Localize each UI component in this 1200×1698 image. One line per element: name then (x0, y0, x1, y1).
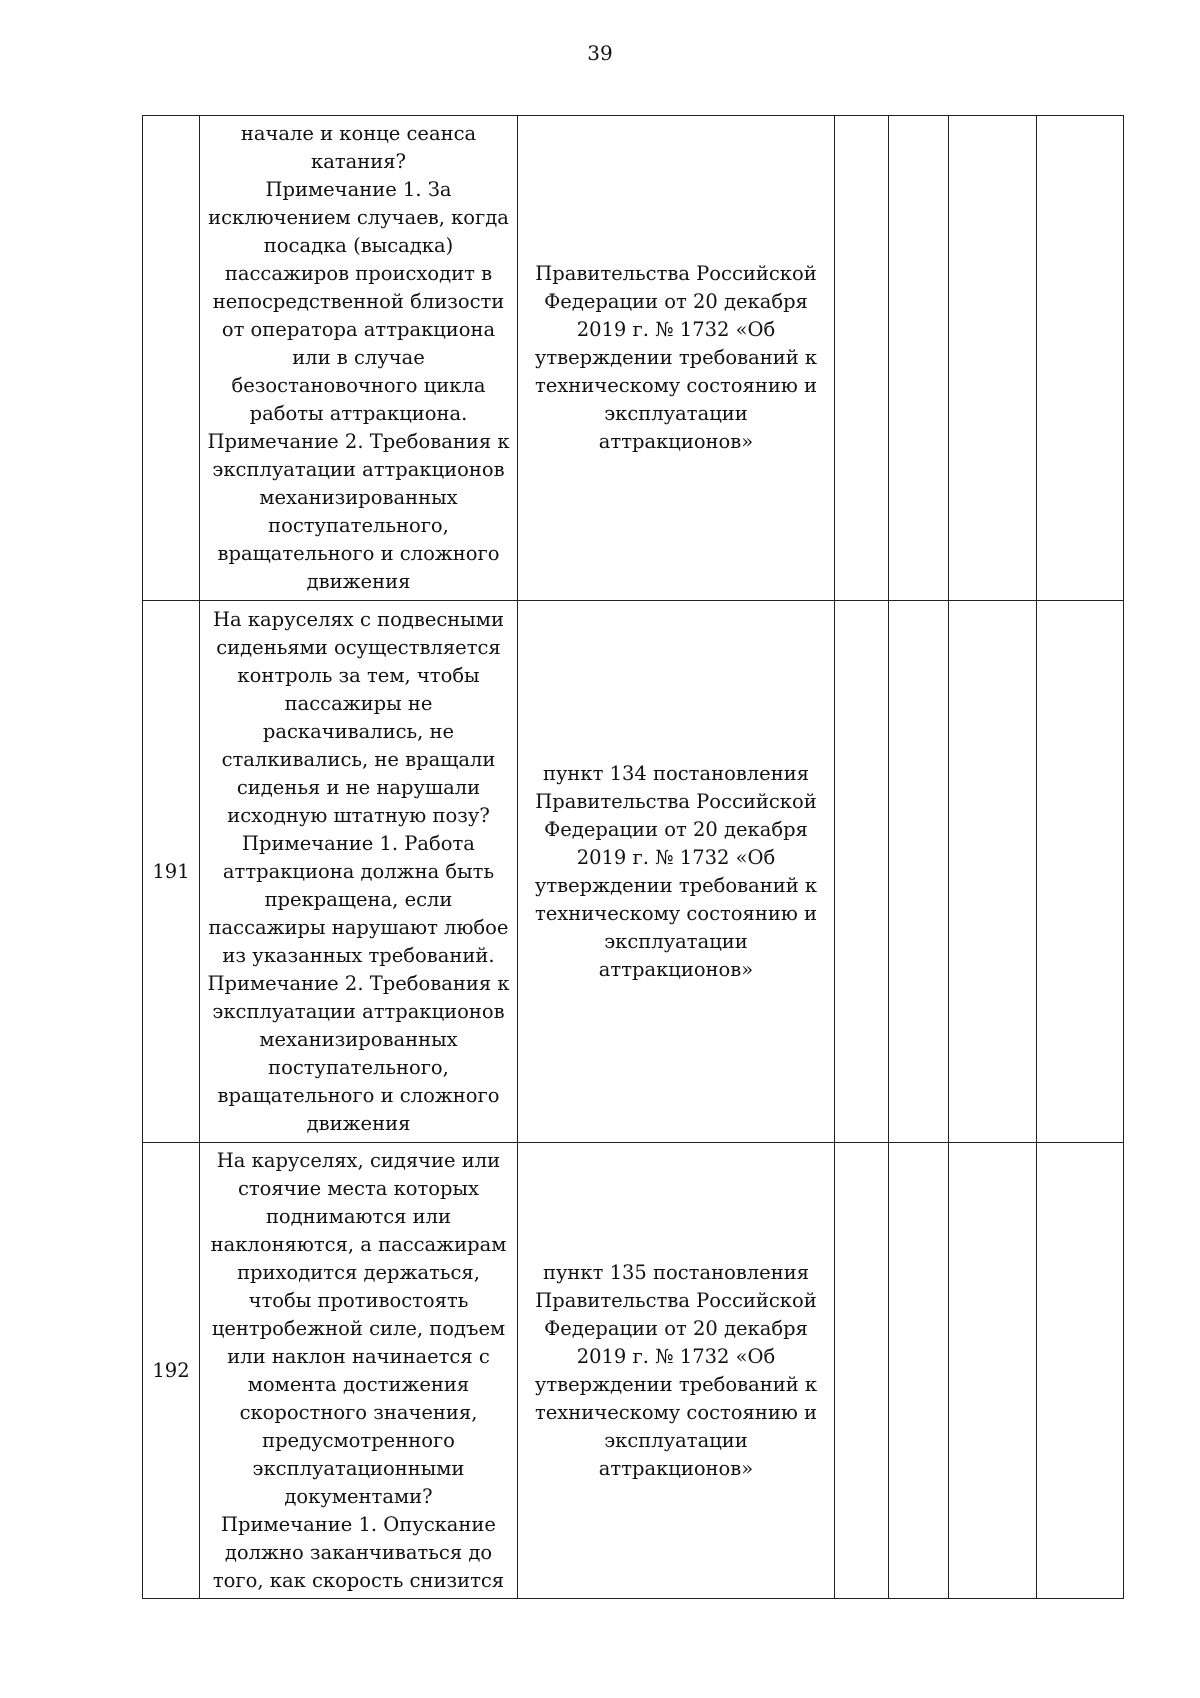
question-text-line: сталкивались, не вращали (221, 747, 496, 771)
reference-text-line: 2019 г. № 1732 «Об (576, 1344, 776, 1368)
reference-text-line: эксплуатации аттракционов» (598, 929, 754, 981)
question-text-line: предусмотренного (262, 1428, 455, 1452)
question-text-line: документами? (284, 1484, 433, 1508)
reference-text-line: эксплуатации аттракционов» (598, 1428, 754, 1480)
question-text-line: или в случае (292, 346, 425, 369)
question-text-line: должно заканчиваться до (224, 1540, 493, 1564)
remarks-cell[interactable] (1037, 116, 1124, 601)
remarks-cell[interactable] (1037, 1143, 1124, 1599)
legal-reference-cell (518, 601, 835, 1143)
question-text-line: наклоняются, а пассажирам (210, 1232, 507, 1256)
question-text-line: вращательного и сложного (217, 1083, 500, 1107)
question-text-line: вращательного и сложного (217, 542, 500, 565)
question-text-line: исходную штатную позу? (227, 803, 490, 827)
question-text-line: центробежной силе, подъем (211, 1316, 506, 1340)
question-text-line: Примечание 2. Требования к (207, 971, 510, 995)
reference-text-line: Федерации от 20 декабря (544, 817, 808, 841)
reference-text-line: Федерации от 20 декабря (544, 1316, 808, 1340)
reference-text-line: Правительства Российской (535, 789, 817, 813)
answer-yes-cell[interactable] (835, 116, 889, 601)
checklist-table (142, 115, 1124, 1599)
question-text-line: механизированных (259, 1027, 458, 1051)
question-text-line: Примечание 1. Опускание (221, 1512, 496, 1536)
question-text-line: Примечание 1. Работа (242, 831, 475, 855)
reference-text-line: 2019 г. № 1732 «Об (576, 318, 776, 341)
not-applicable-cell[interactable] (949, 1143, 1037, 1599)
question-text-line: пассажиров происходит в (224, 262, 493, 285)
question-text-line: стоячие места которых (237, 1176, 480, 1200)
question-text-line: пассажиры нарушают любое (208, 915, 509, 939)
reference-text-line: 2019 г. № 1732 «Об (576, 845, 776, 869)
question-text-line: эксплуатационными (252, 1456, 465, 1480)
question-text-line: прекращена, если (264, 887, 453, 911)
reference-text-line: утверждении требований к (534, 346, 818, 369)
question-text-line: приходится держаться, (237, 1260, 480, 1284)
reference-text-line: пункт 135 постановления (542, 1260, 810, 1284)
question-text-line: скоростного значения, (239, 1400, 478, 1424)
answer-yes-cell[interactable] (835, 1143, 889, 1599)
question-text-line: от оператора аттракциона (221, 318, 496, 341)
question-text-line: механизированных (259, 486, 458, 509)
reference-text-line: пункт 134 постановления (542, 761, 810, 785)
not-applicable-cell[interactable] (949, 116, 1037, 601)
question-text-line: непосредственной близости (212, 290, 505, 313)
reference-text-line: Правительства Российской (535, 262, 817, 285)
legal-reference-cell (518, 1143, 835, 1599)
question-text-line: безостановочного цикла (231, 374, 486, 397)
reference-text-line: техническому состоянию и (534, 901, 818, 925)
question-text-line: раскачивались, не (262, 719, 455, 743)
question-cell (200, 601, 518, 1143)
question-cell (200, 116, 518, 601)
question-text-line: движения (306, 570, 411, 593)
question-text-line: эксплуатации аттракционов (212, 999, 505, 1023)
question-text-line: пассажиры не (284, 691, 433, 715)
table-row (143, 601, 1124, 1143)
answer-no-cell[interactable] (889, 116, 949, 601)
question-text-line: поступательного, (268, 514, 449, 537)
reference-text-line: утверждении требований к (534, 873, 818, 897)
question-text-line: движения (306, 1111, 411, 1135)
not-applicable-cell[interactable] (949, 601, 1037, 1143)
remarks-cell[interactable] (1037, 601, 1124, 1143)
question-text-line: катания? (311, 150, 406, 173)
question-text-line: чтобы противостоять (248, 1288, 469, 1312)
question-text-line: поднимаются или (265, 1204, 452, 1228)
question-text-line: контроль за тем, чтобы (237, 663, 480, 687)
question-text-line: сиденья и не нарушали (236, 775, 481, 799)
question-text-line: Примечание 1. За (265, 178, 452, 201)
reference-text-line: Федерации от 20 декабря (544, 290, 808, 313)
answer-no-cell[interactable] (889, 601, 949, 1143)
page-number: 39 (587, 41, 613, 65)
row-number-cell: 191 (143, 601, 200, 1143)
question-text-line: исключением случаев, когда (208, 206, 509, 229)
reference-text-line: утверждении требований к (534, 1372, 818, 1396)
question-text-line: Примечание 2. Требования к (207, 430, 510, 453)
question-text-line: из указанных требований. (222, 943, 495, 967)
answer-yes-cell[interactable] (835, 601, 889, 1143)
reference-text-line: техническому состоянию и (534, 1400, 818, 1424)
question-text-line: момента достижения (247, 1372, 470, 1396)
question-text-line: того, как скорость снизится (212, 1568, 505, 1592)
table-row (143, 1143, 1124, 1599)
question-cell (200, 1143, 518, 1599)
question-text-line: аттракциона должна быть (222, 859, 495, 883)
reference-text-line: эксплуатации аттракционов» (598, 402, 754, 453)
row-number-cell: 192 (143, 1143, 200, 1599)
question-text-line: поступательного, (268, 1055, 449, 1079)
question-text-line: начале и конце сеанса (240, 122, 477, 145)
reference-text-line: Правительства Российской (535, 1288, 817, 1312)
question-text-line: или наклон начинается с (227, 1344, 490, 1368)
answer-no-cell[interactable] (889, 1143, 949, 1599)
question-text-line: сиденьями осуществляется (216, 635, 501, 659)
question-text-line: эксплуатации аттракционов (212, 458, 505, 481)
question-text-line: посадка (высадка) (263, 234, 454, 257)
question-text-line: На каруселях, сидячие или (216, 1148, 501, 1172)
table-row (143, 116, 1124, 601)
legal-reference-cell (518, 116, 835, 601)
row-number-cell (143, 116, 200, 601)
question-text-line: На каруселях с подвесными (213, 607, 504, 631)
reference-text-line: техническому состоянию и (534, 374, 818, 397)
question-text-line: работы аттракциона. (249, 402, 468, 425)
